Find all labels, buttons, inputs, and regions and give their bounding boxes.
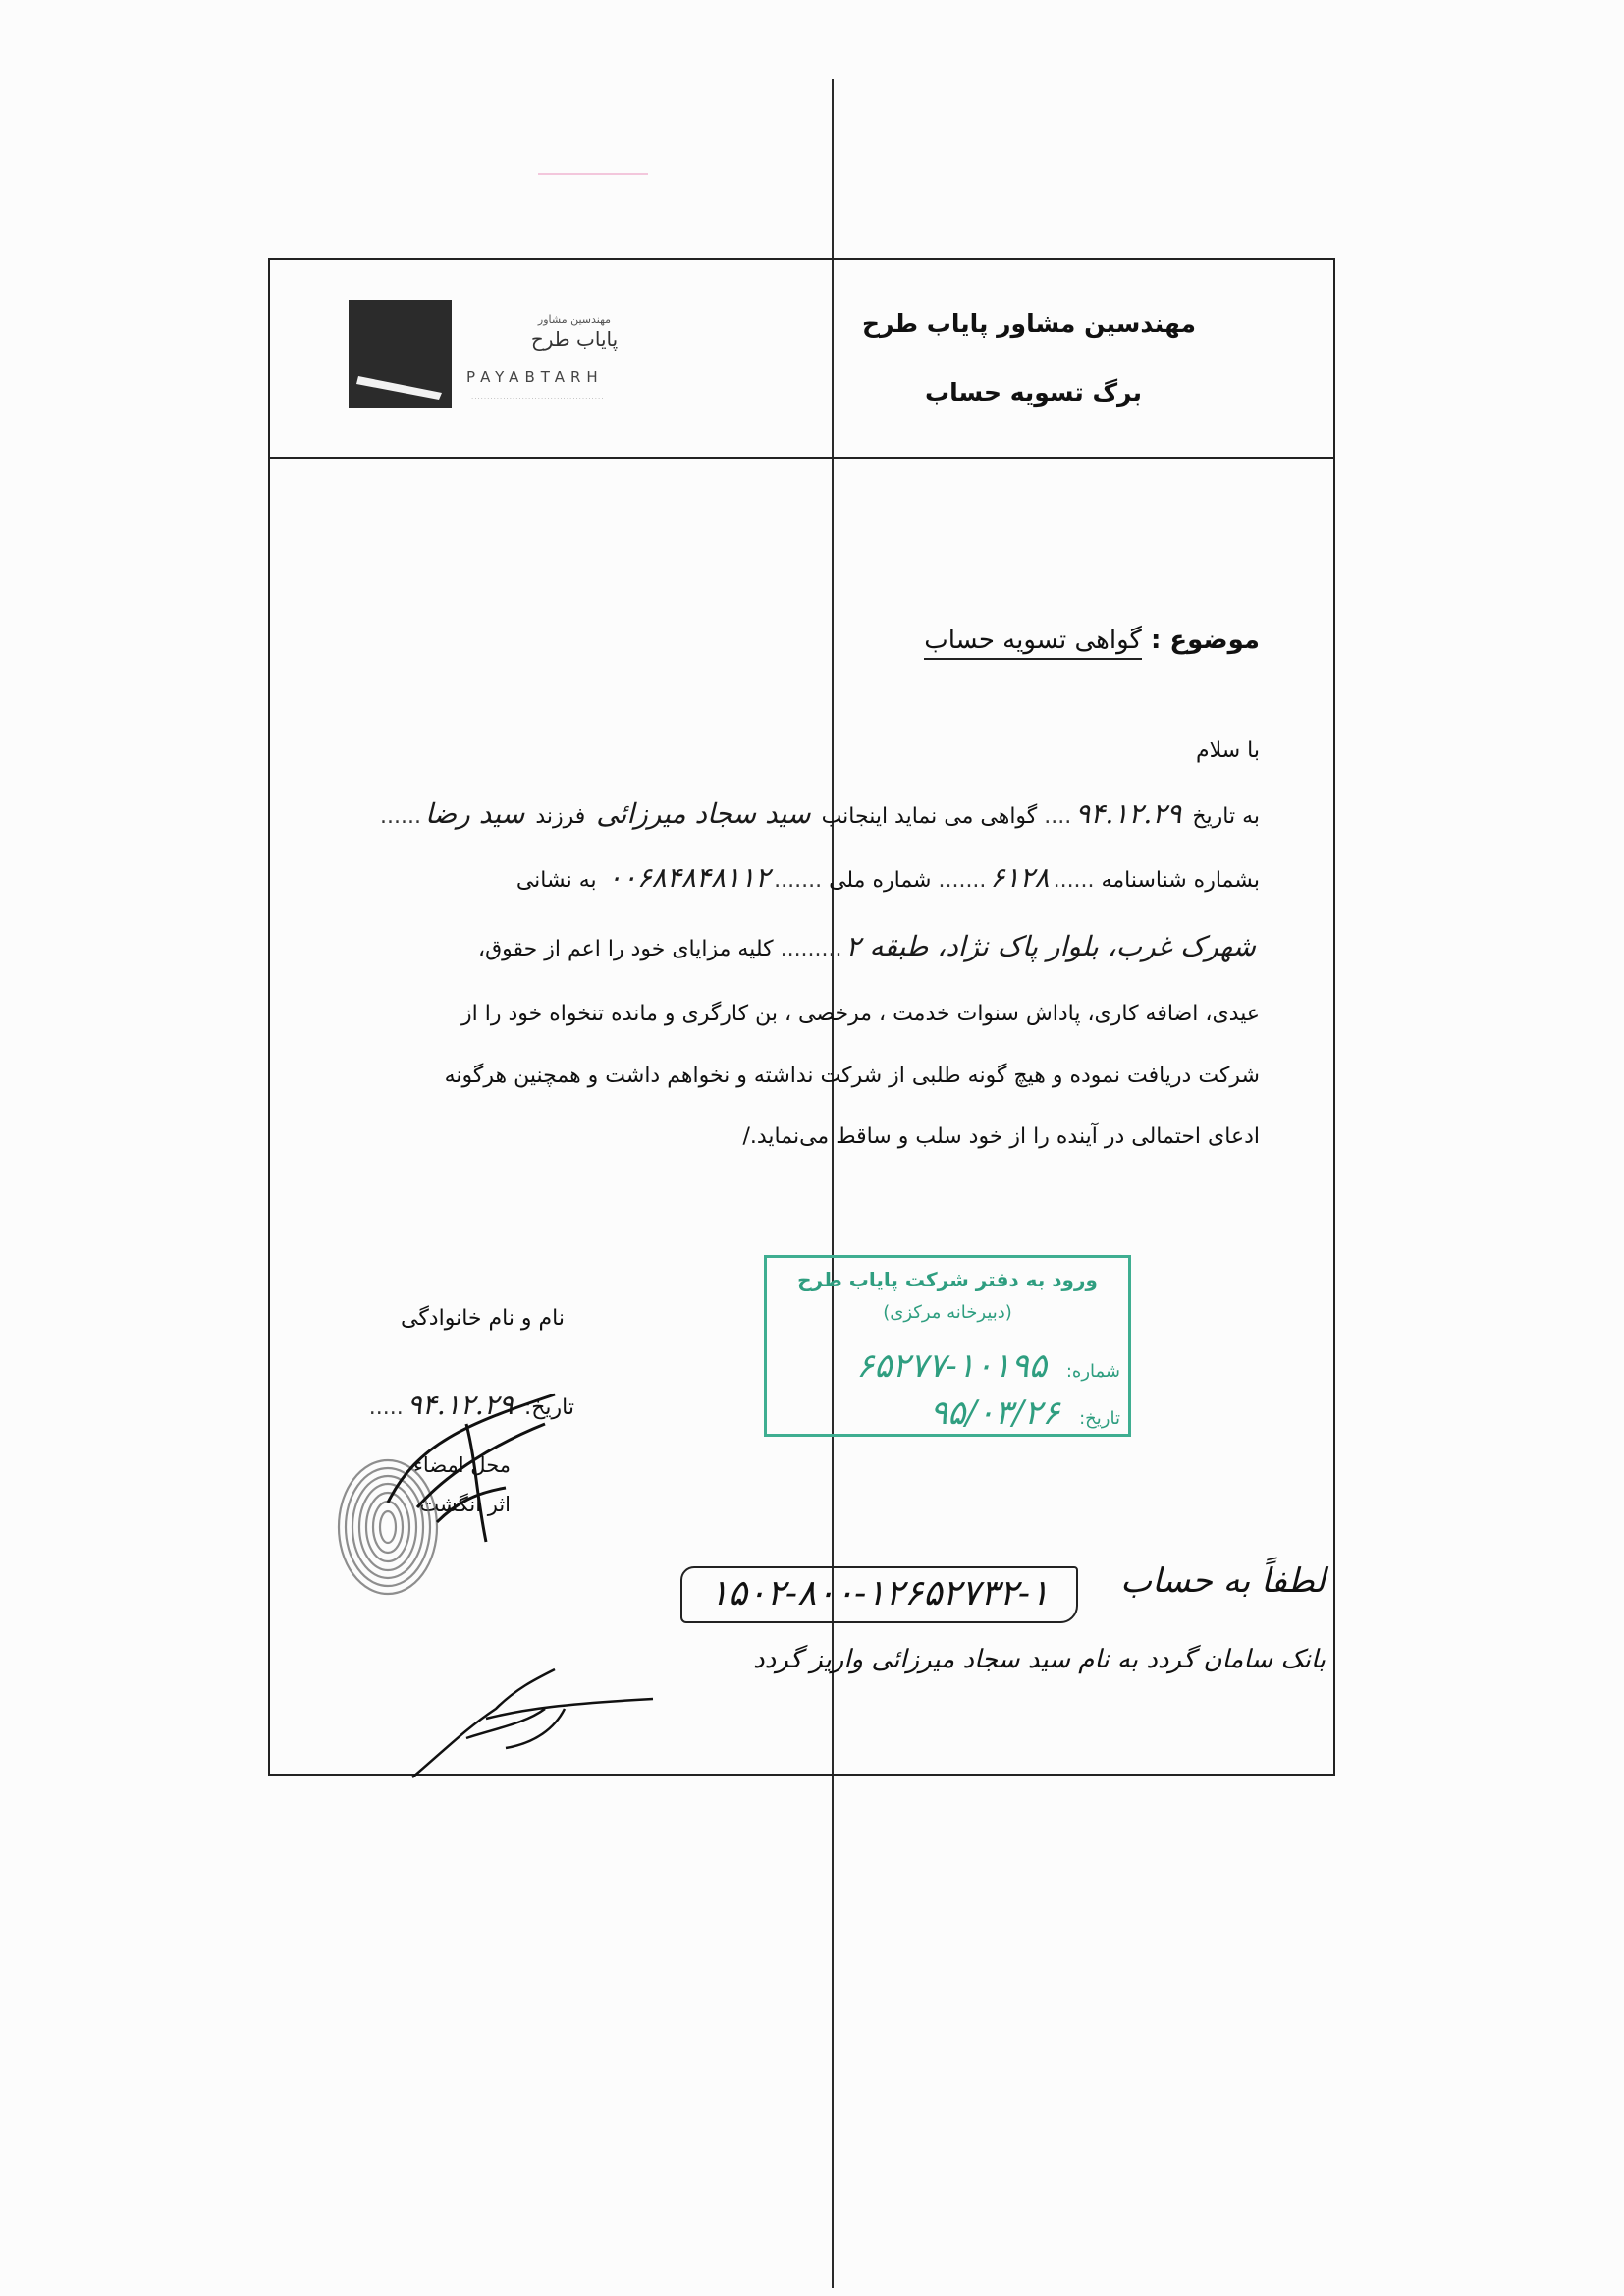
- stamp-number-label: شماره:: [1065, 1361, 1120, 1382]
- header-divider: [270, 457, 1333, 459]
- full-name-label: نام و نام خانوادگی: [400, 1306, 565, 1331]
- company-logo: [349, 300, 673, 417]
- subject-line: [671, 626, 1260, 655]
- line3-text: کلیه مزایای خود را اعم از حقوق،: [477, 937, 774, 961]
- logo-mark-icon: [349, 300, 452, 408]
- line1-lead: به تاریخ: [1192, 804, 1260, 829]
- logo-persian-name: پایاب طرح: [530, 327, 619, 351]
- stamp-subtitle: (دبیرخانه مرکزی): [883, 1302, 1012, 1323]
- stamp-title: ورود به دفتر شرکت پایاب طرح: [797, 1268, 1098, 1291]
- body-line-5: شرکت دریافت نموده و هیچ گونه طلبی از شرکت نداشته و نخواهم داشت و همچنین هرگونه: [444, 1064, 1260, 1088]
- line2-lead: بشماره شناسنامه: [1101, 868, 1260, 893]
- body-line-4: عیدی، اضافه کاری، پاداش سنوات خدمت ، مرخصی ، بن کارگری و مانده تنخواه خود را از: [461, 1002, 1260, 1026]
- handwritten-note-line-1: لطفاً به حساب: [1120, 1561, 1326, 1601]
- stamp-date-row: [775, 1394, 1120, 1433]
- footer-date-label: تاریخ:: [523, 1395, 574, 1420]
- signature-icon: [378, 1385, 574, 1552]
- sheet-title: برگ تسویه حساب: [925, 378, 1142, 407]
- handwritten-name: سید سجاد میرزائی: [596, 797, 811, 830]
- footer-date-row: تاریخ: ۹۴.۱۲.۲۹.....: [368, 1389, 574, 1421]
- body-line-2: بشماره شناسنامه ......۶۱۲۸....... شماره ملی .......۰۰۶۸۴۸۴۸۱۱۲ به نشانی: [515, 861, 1260, 894]
- footer-handwritten-date: ۹۴.۱۲.۲۹: [406, 1389, 514, 1421]
- pink-mark: [538, 173, 648, 175]
- handwritten-father-name: سید رضا: [424, 797, 525, 830]
- handwritten-id-number: ۶۱۲۸: [990, 861, 1050, 894]
- account-number-box: ۱۵۰۲-۸۰۰-۱۲۶۵۲۷۳۲-۱: [680, 1566, 1078, 1623]
- line1-mid: گواهی می نماید اینجانب: [821, 804, 1038, 829]
- national-number-label: شماره ملی: [829, 868, 932, 893]
- child-of-label: فرزند: [535, 804, 586, 829]
- approval-scribble-icon: [407, 1650, 663, 1787]
- address-label: به نشانی: [515, 868, 597, 893]
- fingerprint-label: اثر انگشت: [419, 1493, 511, 1516]
- stamp-number-row: [775, 1346, 1120, 1386]
- signature-label: محل امضاء: [413, 1453, 511, 1477]
- handwritten-note-line-2: بانک سامان گردد به نام سید سجاد میرزائی واریز گردد: [753, 1645, 1326, 1674]
- body-line-6: ادعای احتمالی در آینده را از خود سلب و ساقط می‌نماید./: [742, 1124, 1260, 1149]
- handwritten-date: ۹۴.۱۲.۲۹: [1075, 797, 1182, 830]
- form-frame: [268, 258, 1335, 1776]
- salutation: با سلام: [1195, 738, 1260, 763]
- handwritten-address: شهرک غرب، بلوار پاک نژاد، طبقه ۲: [845, 930, 1256, 962]
- stamp-date-value: ۹۵/۰۳/۲۶: [929, 1394, 1060, 1433]
- logo-persian-sub: مهندسین مشاور: [537, 313, 612, 326]
- body-line-1: به تاریخ ۹۴.۱۲.۲۹.... گواهی می نماید اینجانب سید سجاد میرزائی فرزند سید رضا......: [380, 797, 1260, 830]
- stamp-number-value: ۱۰۱۹۵-۶۵۲۷۷: [855, 1346, 1048, 1386]
- logo-tagline-illegible: ··········································: [471, 395, 605, 403]
- logo-latin-name: PAYABTARH: [466, 368, 604, 386]
- stamp-date-label: تاریخ:: [1079, 1408, 1120, 1429]
- subject-value: گواهی تسویه حساب: [924, 626, 1142, 660]
- handwritten-national-number: ۰۰۶۸۴۸۴۸۱۱۲: [607, 861, 771, 894]
- body-line-3: شهرک غرب، بلوار پاک نژاد، طبقه ۲......... کلیه مزایای خود را اعم از حقوق،: [278, 930, 1260, 962]
- company-name: مهندسین مشاور پایاب طرح: [861, 309, 1196, 338]
- subject-label: موضوع :: [1150, 626, 1260, 655]
- registration-stamp: [764, 1255, 1131, 1437]
